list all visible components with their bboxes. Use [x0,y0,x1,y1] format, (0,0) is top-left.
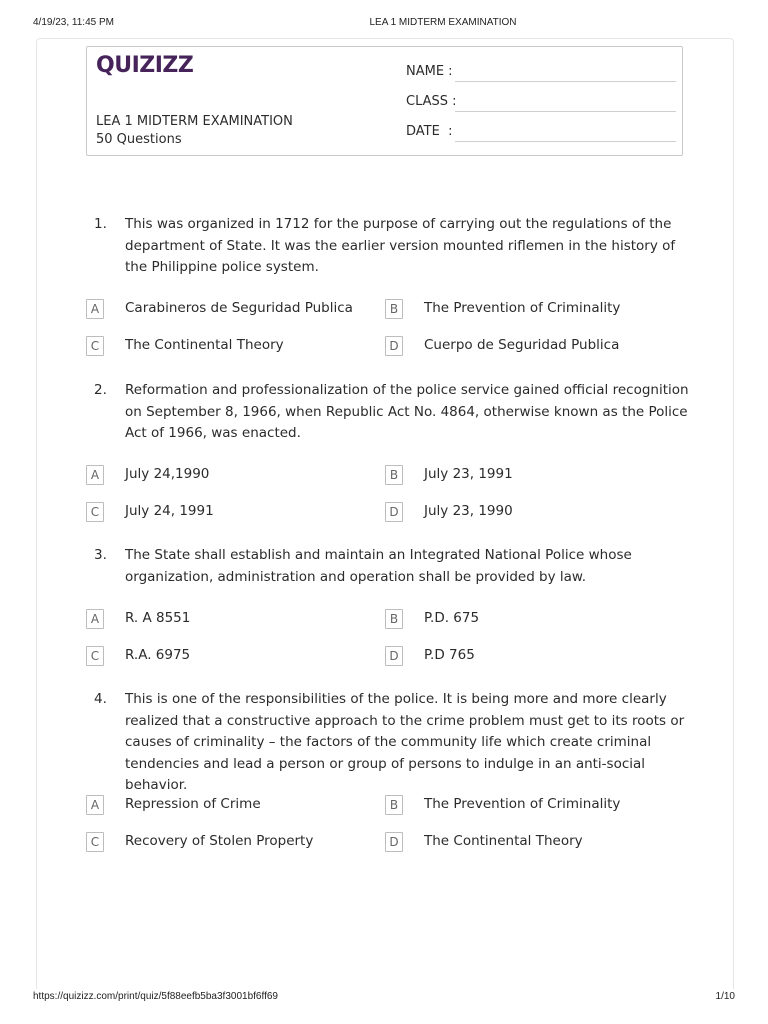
option-letter-box: D [385,336,403,356]
option-text: The Prevention of Criminality [424,796,621,812]
name-field [406,64,676,84]
option-letter-box: B [385,299,403,319]
option-letter-box: A [86,299,104,319]
option-text: P.D. 675 [424,610,480,626]
option-letter-box: A [86,465,104,485]
question-number: 1. [94,216,107,232]
name-label: NAME : [406,64,453,79]
option-letter-box: A [86,609,104,629]
option-letter-box: C [86,502,104,522]
class-label: CLASS : [406,94,457,109]
option-letter-box: B [385,465,403,485]
option-text: July 24, 1991 [125,503,214,519]
option-text: July 24,1990 [125,466,210,482]
print-datetime: 4/19/23, 11:45 PM [33,17,114,28]
option-text: July 23, 1990 [424,503,513,519]
question-number: 2. [94,382,107,398]
option-letter-box: A [86,795,104,815]
print-title: LEA 1 MIDTERM EXAMINATION [369,17,517,28]
option-text: Repression of Crime [125,796,261,812]
option-letter-box: D [385,646,403,666]
option-letter-box: D [385,832,403,852]
class-field [406,94,676,114]
question-count: 50 Questions [96,132,182,147]
question-number: 3. [94,547,107,563]
page-number: 1/10 [715,991,735,1002]
option-text: The Continental Theory [125,337,284,353]
class-line [455,111,676,112]
quiz-title: LEA 1 MIDTERM EXAMINATION [96,114,293,129]
print-header [0,17,768,31]
name-line [455,81,676,82]
option-letter-box: B [385,795,403,815]
option-text: P.D 765 [424,647,475,663]
option-letter-box: D [385,502,403,522]
option-text: The Continental Theory [424,833,583,849]
print-footer [0,991,768,1005]
option-text: R. A 8551 [125,610,191,626]
date-label: DATE : [406,124,453,139]
date-line [455,141,676,142]
option-text: July 23, 1991 [424,466,513,482]
option-letter-box: C [86,832,104,852]
question-text: This is one of the responsibilities of the police. It is being more and more clearly realized that a constructive approach to the crime problem must get to its roots or causes of criminality – the factors of the community life which create criminal tendencies and lead a person or group of persons to indulge in an anti-social behavior. [125,691,685,793]
question-text: This was organized in 1712 for the purpose of carrying out the regulations of the department of State. It was the earlier version mounted riflemen in the history of the Philippine police system. [125,216,676,275]
option-text: Cuerpo de Seguridad Publica [424,337,620,353]
question-number: 4. [94,691,107,707]
quizizz-logo: QUIZIZZ [96,53,194,78]
question-text: The State shall establish and maintain an Integrated National Police whose organization, administration and operation shall be provided by law. [125,547,632,585]
question-text: Reformation and professionalization of the police service gained official recognition on September 8, 1966, when Republic Act No. 4864, otherwise known as the Police Act of 1966, was enacted. [125,382,689,441]
option-text: The Prevention of Criminality [424,300,621,316]
option-letter-box: B [385,609,403,629]
option-text: R.A. 6975 [125,647,191,663]
date-field [406,124,676,144]
option-text: Recovery of Stolen Property [125,833,314,849]
quiz-info-box [86,46,683,156]
option-letter-box: C [86,336,104,356]
option-letter-box: C [86,646,104,666]
page-url[interactable]: https://quizizz.com/print/quiz/5f88eefb5ba3f3001bf6ff69 [33,991,278,1002]
option-text: Carabineros de Seguridad Publica [125,300,353,316]
